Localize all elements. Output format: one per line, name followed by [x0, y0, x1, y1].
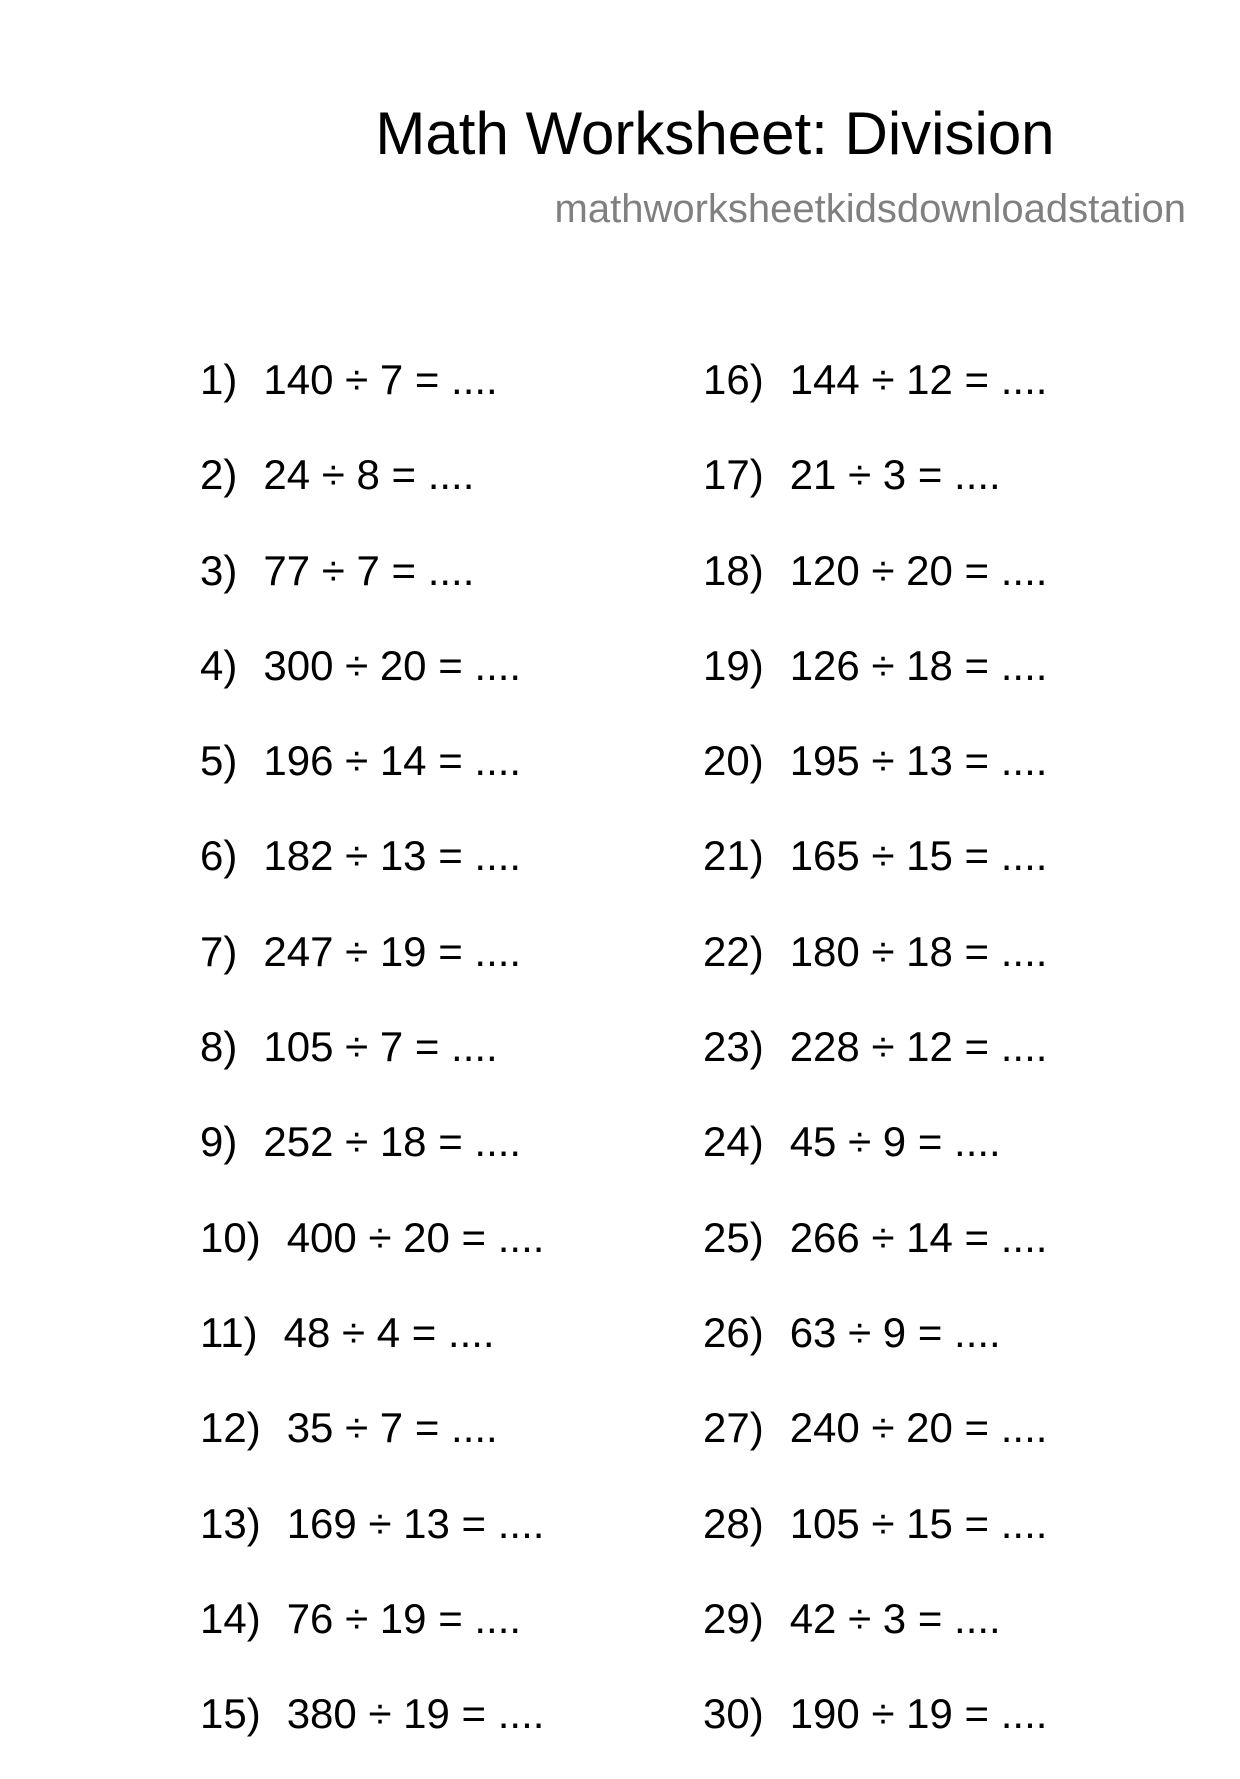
problem-expression: 180 ÷ 18 = ....: [789, 927, 1048, 975]
worksheet-title: Math Worksheet: Division: [375, 100, 1055, 167]
problem-number: 17): [703, 451, 764, 499]
problem-number: 9): [200, 1118, 238, 1166]
problem-expression: 120 ÷ 20 = ....: [789, 546, 1048, 594]
problem-item: [200, 922, 660, 1017]
problem-column-left: [200, 350, 660, 1779]
problem-expression: 228 ÷ 12 = ....: [789, 1023, 1048, 1071]
problem-number: 2): [200, 451, 238, 499]
problem-expression: 195 ÷ 13 = ....: [789, 737, 1048, 785]
problem-expression: 45 ÷ 9 = ....: [789, 1118, 1001, 1166]
problem-expression: 76 ÷ 19 = ....: [286, 1594, 522, 1642]
problem-item: [200, 1684, 660, 1779]
problem-item: [200, 1017, 660, 1112]
problem-expression: 63 ÷ 9 = ....: [789, 1308, 1001, 1356]
problem-item: [703, 922, 1163, 1017]
problem-number: 24): [703, 1118, 764, 1166]
problem-number: 4): [200, 641, 238, 689]
problem-expression: 380 ÷ 19 = ....: [286, 1690, 545, 1738]
problem-expression: 266 ÷ 14 = ....: [789, 1213, 1048, 1261]
problem-number: 10): [200, 1213, 261, 1261]
problem-number: 29): [703, 1594, 764, 1642]
problem-item: [703, 1494, 1163, 1589]
problem-number: 11): [200, 1308, 258, 1356]
problem-item: [703, 1208, 1163, 1303]
problem-item: [703, 1112, 1163, 1207]
problem-number: 27): [703, 1404, 764, 1452]
problem-expression: 144 ÷ 12 = ....: [789, 356, 1048, 403]
problem-number: 16): [703, 356, 764, 403]
problem-expression: 252 ÷ 18 = ....: [263, 1118, 522, 1166]
worksheet-source-text: mathworksheetkidsdownloadstation: [554, 187, 1186, 231]
problem-number: 1): [200, 356, 238, 403]
problem-item: [200, 1494, 660, 1589]
problem-number: 22): [703, 927, 764, 975]
problem-number: 7): [200, 927, 238, 975]
problem-number: 23): [703, 1023, 764, 1071]
problem-expression: 400 ÷ 20 = ....: [286, 1213, 545, 1261]
problem-expression: 48 ÷ 4 = ....: [283, 1308, 495, 1356]
problem-item: [703, 350, 1163, 445]
problem-item: [703, 1684, 1163, 1779]
problem-expression: 77 ÷ 7 = ....: [263, 546, 475, 594]
problem-number: 3): [200, 546, 238, 594]
problem-expression: 126 ÷ 18 = ....: [789, 641, 1048, 689]
problem-expression: 182 ÷ 13 = ....: [263, 832, 522, 880]
problem-item: [200, 1303, 660, 1398]
problem-item: [200, 1112, 660, 1207]
problem-item: [200, 350, 660, 445]
problem-item: [200, 1208, 660, 1303]
problem-number: 21): [703, 832, 764, 880]
problem-item: [703, 541, 1163, 636]
problem-number: 14): [200, 1594, 261, 1642]
problem-item: [200, 731, 660, 826]
problem-number: 20): [703, 737, 764, 785]
problem-expression: 42 ÷ 3 = ....: [789, 1594, 1001, 1642]
problem-column-right: [703, 350, 1163, 1779]
problem-item: [703, 826, 1163, 921]
problem-number: 18): [703, 546, 764, 594]
problem-number: 26): [703, 1308, 764, 1356]
problem-number: 13): [200, 1499, 261, 1547]
problem-item: [703, 1303, 1163, 1398]
problem-number: 6): [200, 832, 238, 880]
problem-item: [703, 1017, 1163, 1112]
problem-number: 19): [703, 641, 764, 689]
problem-item: [703, 445, 1163, 540]
problem-number: 25): [703, 1213, 764, 1261]
problem-item: [200, 445, 660, 540]
problem-expression: 165 ÷ 15 = ....: [789, 832, 1048, 880]
problem-number: 30): [703, 1690, 764, 1738]
problem-item: [200, 1589, 660, 1684]
problem-item: [200, 1398, 660, 1493]
problem-number: 8): [200, 1023, 238, 1071]
problem-item: [200, 636, 660, 731]
problem-number: 12): [200, 1404, 261, 1452]
problem-item: [200, 541, 660, 636]
problem-expression: 21 ÷ 3 = ....: [789, 451, 1001, 499]
problem-number: 5): [200, 737, 238, 785]
problem-number: 28): [703, 1499, 764, 1547]
problem-item: [703, 1398, 1163, 1493]
problem-expression: 105 ÷ 7 = ....: [263, 1023, 498, 1071]
problem-expression: 247 ÷ 19 = ....: [263, 927, 522, 975]
problem-expression: 196 ÷ 14 = ....: [263, 737, 522, 785]
problem-expression: 35 ÷ 7 = ....: [286, 1404, 498, 1452]
problem-number: 15): [200, 1690, 261, 1738]
problem-expression: 24 ÷ 8 = ....: [263, 451, 475, 499]
problem-expression: 169 ÷ 13 = ....: [286, 1499, 545, 1547]
problem-item: [703, 1589, 1163, 1684]
problem-expression: 105 ÷ 15 = ....: [789, 1499, 1048, 1547]
problem-item: [200, 826, 660, 921]
problem-expression: 190 ÷ 19 = ....: [789, 1690, 1048, 1738]
problem-expression: 140 ÷ 7 = ....: [263, 356, 498, 403]
problem-expression: 300 ÷ 20 = ....: [263, 641, 522, 689]
problem-item: [703, 636, 1163, 731]
problem-expression: 240 ÷ 20 = ....: [789, 1404, 1048, 1452]
problem-item: [703, 731, 1163, 826]
